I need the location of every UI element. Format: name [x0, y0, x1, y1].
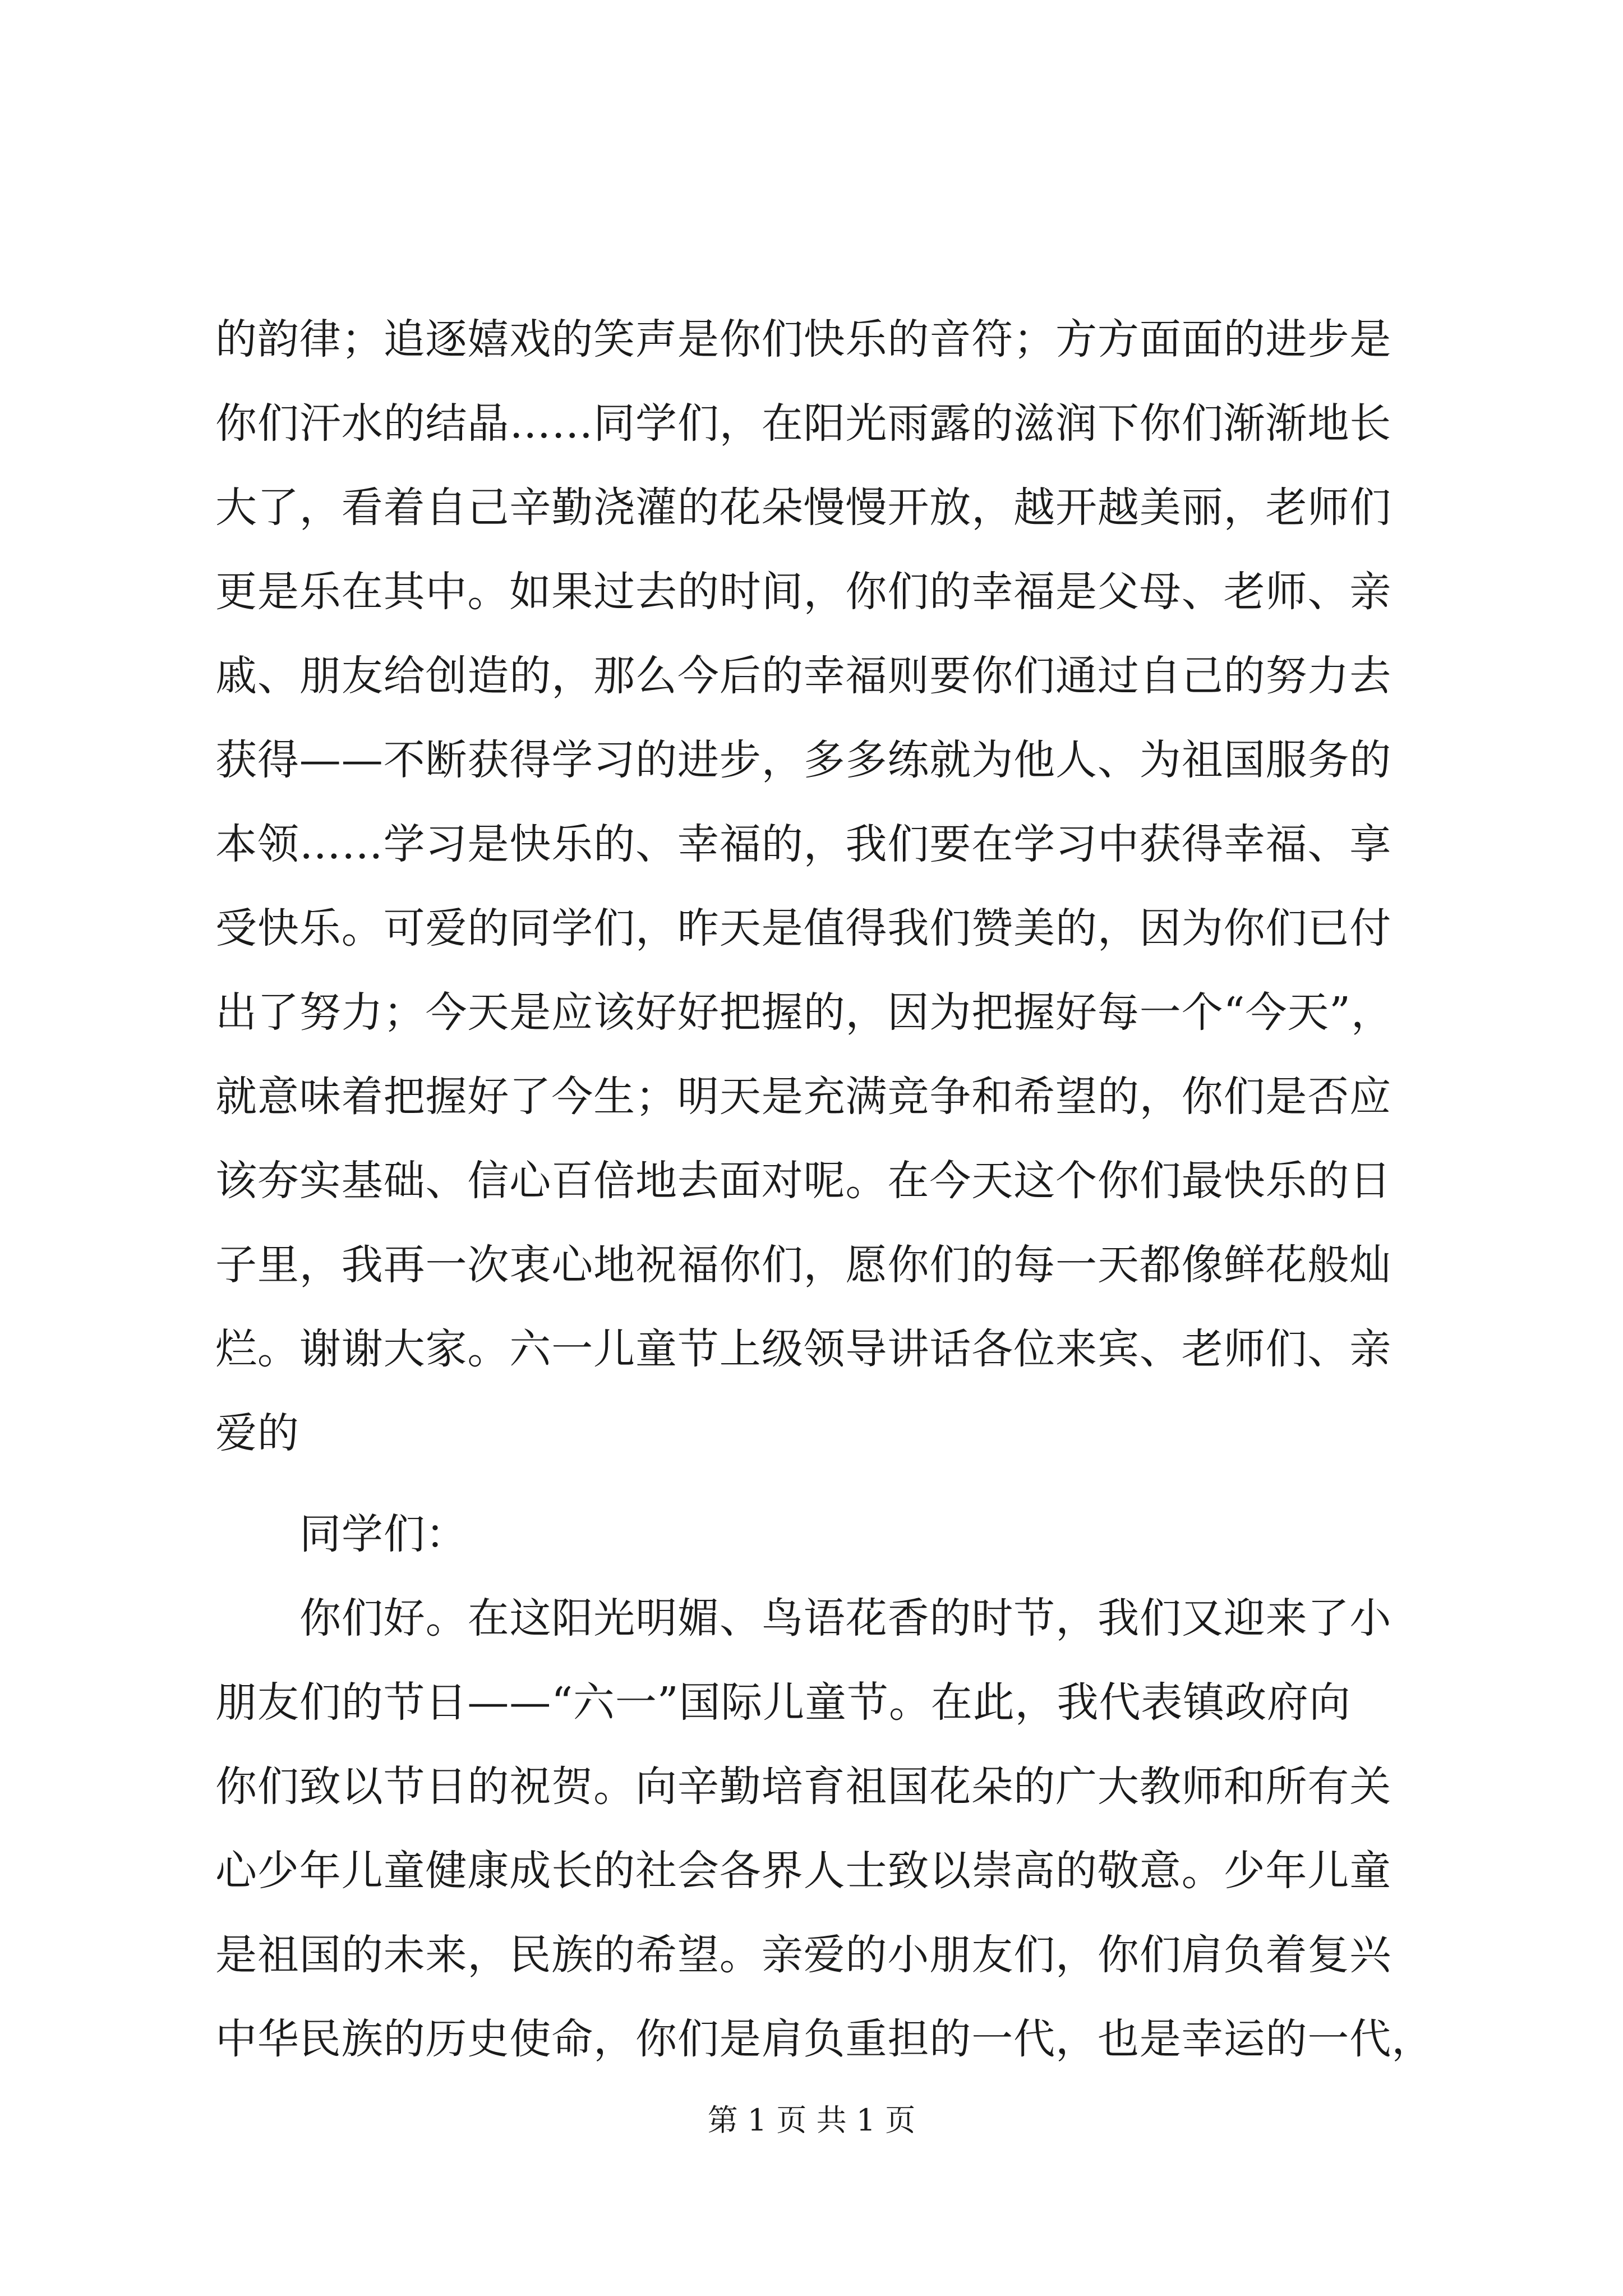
text-line: 本领……学习是快乐的、幸福的，我们要在学习中获得幸福、享: [215, 820, 1392, 868]
text-line: 受快乐。可爱的同学们，昨天是值得我们赞美的，因为你们已付: [215, 904, 1392, 953]
salutation-line: 同学们：: [299, 1510, 468, 1558]
text-line: 中华民族的历史使命，你们是肩负重担的一代，也是幸运的一代，: [215, 2015, 1434, 2063]
text-line: 子里，我再一次衷心地祝福你们，愿你们的每一天都像鲜花般灿: [215, 1241, 1392, 1289]
text-line: 就意味着把握好了今生；明天是充满竞争和希望的，你们是否应: [215, 1073, 1392, 1121]
text-line: 你们好。在这阳光明媚、鸟语花香的时节，我们又迎来了小: [299, 1594, 1392, 1642]
text-line: 爱的: [215, 1409, 299, 1457]
text-line: 心少年儿童健康成长的社会各界人士致以崇高的敬意。少年儿童: [215, 1847, 1392, 1895]
text-line: 戚、朋友给创造的，那么今后的幸福则要你们通过自己的努力去: [215, 652, 1392, 700]
page-number-label: 第 1 页 共 1 页: [707, 2102, 916, 2138]
text-line: 是祖国的未来，民族的希望。亲爱的小朋友们，你们肩负着复兴: [215, 1931, 1392, 1979]
text-line: 朋友们的节日——“六一”国际儿童节。在此，我代表镇政府向: [215, 1678, 1351, 1727]
page-footer: [0, 2101, 1623, 2140]
text-line: 你们汗水的结晶……同学们，在阳光雨露的滋润下你们渐渐地长: [215, 399, 1392, 448]
text-line: 获得——不断获得学习的进步，多多练就为他人、为祖国服务的: [215, 736, 1392, 784]
text-line: 该夯实基础、信心百倍地去面对呢。在今天这个你们最快乐的日: [215, 1157, 1392, 1205]
text-line: 你们致以节日的祝贺。向辛勤培育祖国花朵的广大教师和所有关: [215, 1763, 1392, 1811]
text-line: 的韵律；追逐嬉戏的笑声是你们快乐的音符；方方面面的进步是: [215, 315, 1392, 364]
text-line: 大了，看着自己辛勤浇灌的花朵慢慢开放，越开越美丽，老师们: [215, 484, 1392, 532]
text-line: 出了努力；今天是应该好好把握的，因为把握好每一个“今天”，: [215, 988, 1393, 1037]
text-line: 烂。谢谢大家。六一儿童节上级领导讲话各位来宾、老师们、亲: [215, 1325, 1392, 1373]
text-line: 更是乐在其中。如果过去的时间，你们的幸福是父母、老师、亲: [215, 568, 1392, 616]
document-body: [215, 297, 1434, 2081]
